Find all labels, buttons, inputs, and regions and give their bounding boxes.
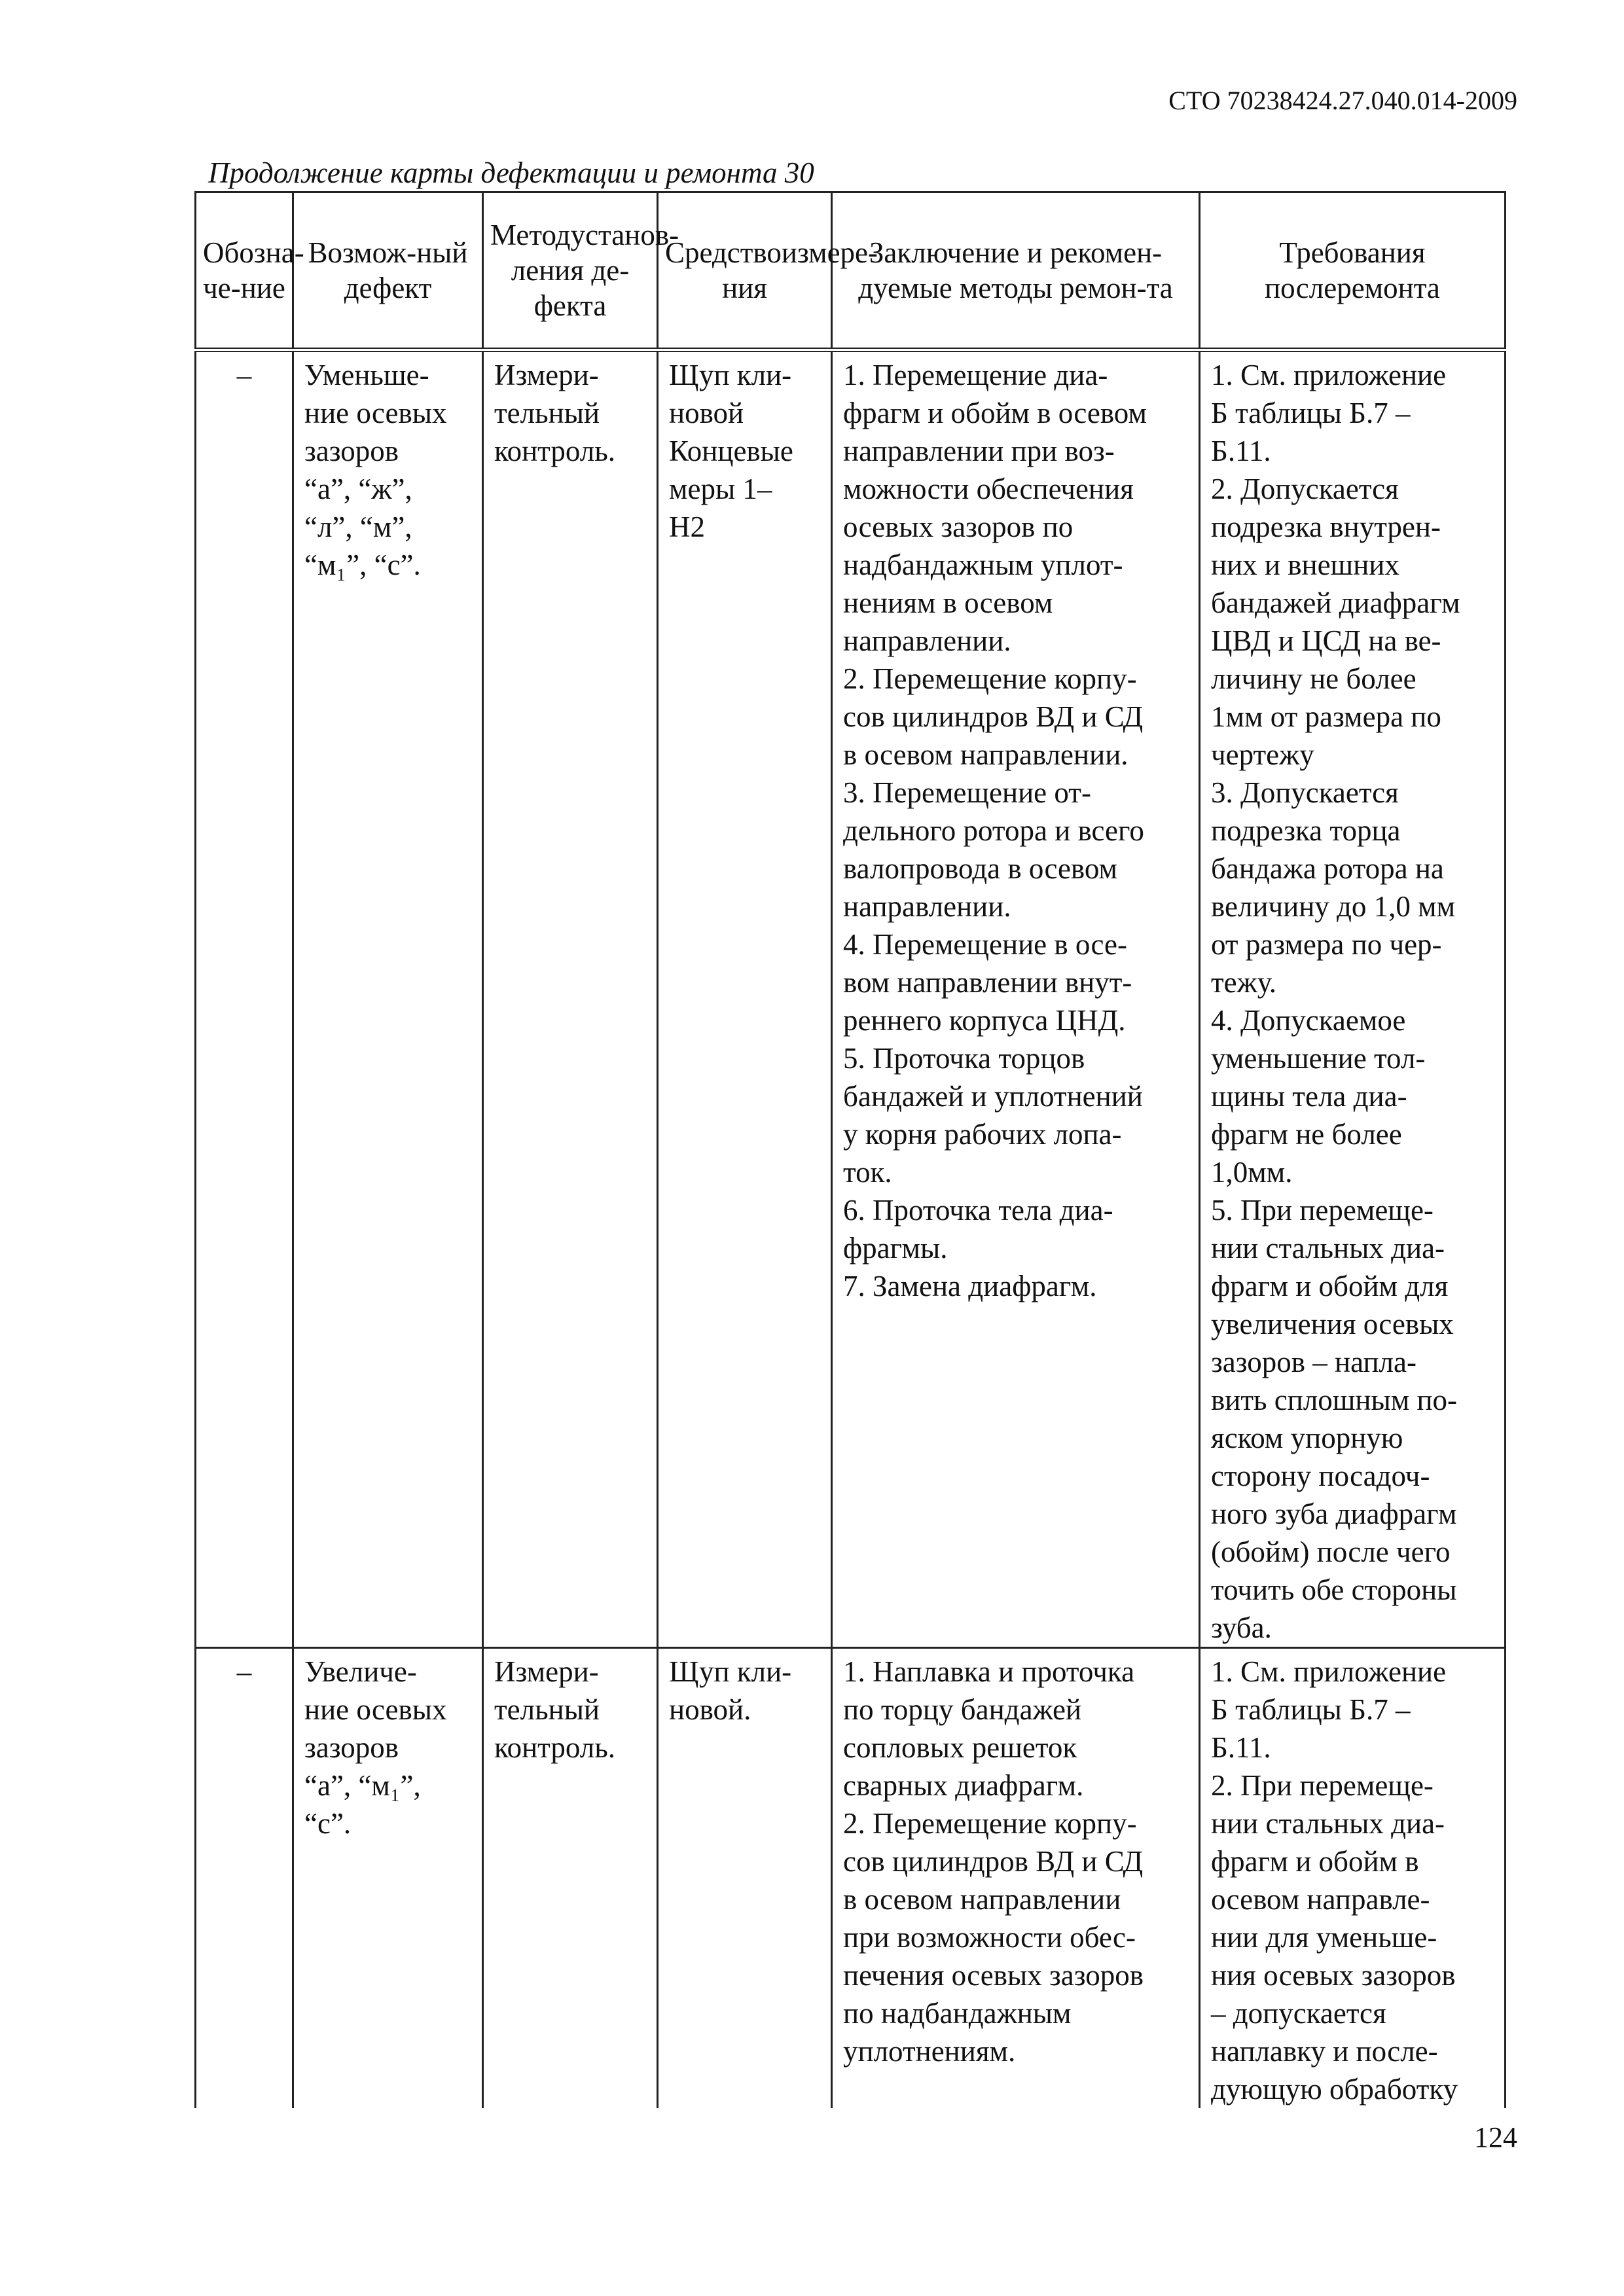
- cell-text-line: валопровода в осевом: [843, 852, 1117, 885]
- cell-text-line: 7. Замена диафрагм.: [843, 1270, 1097, 1302]
- cell-text-line: 3. Перемещение от-: [843, 776, 1091, 809]
- cell-text-line: – допускается: [1211, 1997, 1386, 2030]
- cell-text-line: Б таблицы Б.7 –: [1211, 1693, 1411, 1726]
- cell-text-line: установ-: [570, 219, 679, 251]
- cell-text-line: величину до 1,0 мм: [1211, 890, 1456, 923]
- cell-text-line: осевом направле-: [1211, 1883, 1430, 1916]
- cell-text-line: Б.11.: [1211, 435, 1271, 467]
- cell-text-line: можности обеспечения: [843, 473, 1134, 505]
- cell-text-line: “л”, “м”,: [304, 511, 412, 543]
- cell-text-line: ние осевых: [304, 397, 447, 429]
- cell-text-line: направлении.: [843, 624, 1011, 657]
- cell-text-line: ный дефект: [344, 236, 468, 304]
- cell-text-line: зазоров: [304, 1731, 399, 1764]
- cell-text-line: фрагм и обойм в осевом: [843, 397, 1147, 429]
- cell-text-line: ток.: [843, 1156, 892, 1189]
- cell-text-line: Заключение и рекомен-: [869, 236, 1163, 269]
- cell-text-line: 5. При перемеще-: [1211, 1194, 1434, 1227]
- cell-text-line: наплавку и после-: [1211, 2035, 1438, 2068]
- cell-text-line: 1мм от размера по: [1211, 700, 1441, 733]
- cell-text-line: вить сплошным по-: [1211, 1384, 1458, 1416]
- cell-text-line: яском упорную: [1211, 1422, 1403, 1454]
- cell-text-line: точить обе стороны: [1211, 1573, 1457, 1606]
- cell-method: [483, 1648, 658, 2109]
- cell-text-line: Концевые: [669, 435, 793, 467]
- cell-text-line: в осевом направлении.: [843, 738, 1128, 771]
- cell-text-line: по надбандажным: [843, 1997, 1072, 2030]
- cell-text-line: Измери-: [494, 359, 599, 391]
- cell-text-line: 1. Наплавка и проточка: [843, 1655, 1135, 1688]
- cell-text-line: Метод: [490, 219, 571, 251]
- cell-text-line: направлении при воз-: [843, 435, 1115, 467]
- cell-text-line: вом направлении внут-: [843, 966, 1132, 999]
- cell-text-line: Б таблицы Б.7 –: [1211, 397, 1411, 429]
- cell-method: [483, 350, 658, 1648]
- table-row: [196, 350, 1506, 1648]
- cell-text-line: при возможности обес-: [843, 1921, 1136, 1954]
- cell-text-line: нии стальных диа-: [1211, 1232, 1445, 1265]
- cell-text-line: бандажей диафрагм: [1211, 586, 1460, 619]
- cell-text-line: фрагм и обойм в: [1211, 1845, 1419, 1878]
- header-tool: [658, 192, 878, 350]
- cell-text-line: 2. Допускается: [1211, 473, 1399, 505]
- cell-text-line: направлении.: [843, 890, 1011, 923]
- cell-text-line: дельного ротора и всего: [843, 814, 1144, 847]
- cell-text-line: новой: [669, 397, 744, 429]
- cell-text-line: 1. См. приложение: [1211, 359, 1447, 391]
- defect-table: [194, 191, 1506, 2108]
- cell-text-line: “м₁”, “с”.: [304, 548, 421, 581]
- cell-text-line: ния: [722, 272, 767, 304]
- cell-text-line: Щуп кли-: [669, 1655, 792, 1688]
- cell-text-line: зуба.: [1211, 1611, 1272, 1644]
- cell-text-line: бандажей и уплотнений: [843, 1080, 1143, 1113]
- cell-text-line: 2. Перемещение корпу-: [843, 1807, 1137, 1840]
- cell-text-line: чертежу: [1211, 738, 1314, 771]
- cell-text-line: новой.: [669, 1693, 751, 1726]
- cell-conclusion: [832, 350, 1200, 1648]
- cell-text-line: 2. Перемещение корпу-: [843, 662, 1137, 695]
- cell-text-line: подрезка торца: [1211, 814, 1401, 847]
- header-designation: [196, 192, 304, 350]
- cell-text-line: Измери-: [494, 1655, 599, 1688]
- cell-text-line: личину не более: [1211, 662, 1416, 695]
- cell-text-line: 3. Допускается: [1211, 776, 1399, 809]
- cell-text-line: ние осевых: [304, 1693, 447, 1726]
- cell-text-line: (обойм) после чего: [1211, 1535, 1451, 1568]
- cell-text-line: Увеличе-: [304, 1655, 417, 1688]
- cell-conclusion: [832, 1648, 1200, 2109]
- cell-text-line: тельный: [494, 1693, 600, 1726]
- cell-text-line: ремонта: [1337, 272, 1440, 304]
- cell-text-line: увеличения осевых: [1211, 1308, 1454, 1340]
- cell-text-line: нии стальных диа-: [1211, 1807, 1445, 1840]
- cell-text-line: 5. Проточка торцов: [843, 1042, 1085, 1075]
- cell-text-line: контроль.: [494, 435, 616, 467]
- cell-text-line: 1. См. приложение: [1211, 1655, 1447, 1688]
- cell-text-line: уплотнениям.: [843, 2035, 1016, 2068]
- header-method: [483, 192, 679, 350]
- cell-text-line: зазоров: [304, 435, 399, 467]
- cell-text-line: дуемые методы ремон-: [858, 272, 1147, 304]
- cell-text-line: ления де-: [511, 254, 630, 287]
- cell-text-line: Б.11.: [1211, 1731, 1271, 1764]
- table-header-row: [196, 192, 1506, 350]
- cell-text-line: тежу.: [1211, 966, 1276, 999]
- cell-defect: [293, 1648, 483, 2109]
- cell-text-line: подрезка внутрен-: [1211, 511, 1441, 543]
- document-code: СТО 70238424.27.040.014-2009: [1168, 86, 1517, 115]
- cell-text-line: дующую обработку: [1211, 2073, 1458, 2106]
- cell-text-line: “а”, “м₁”,: [304, 1769, 421, 1802]
- cell-tool: [658, 350, 832, 1648]
- cell-text-line: “с”.: [304, 1807, 352, 1840]
- page-number: 124: [1474, 2121, 1517, 2153]
- cell-text-line: Н2: [669, 511, 705, 543]
- cell-text-line: ного зуба диафрагм: [1211, 1498, 1457, 1530]
- cell-text-line: зазоров – напла-: [1211, 1346, 1416, 1378]
- cell-text-line: сторону посадоч-: [1211, 1460, 1430, 1492]
- cell-text-line: фрагм и обойм для: [1211, 1270, 1449, 1302]
- cell-text-line: щины тела диа-: [1211, 1080, 1407, 1113]
- cell-text-line: ния осевых зазоров: [1211, 1959, 1456, 1992]
- cell-text-line: тельный: [494, 397, 600, 429]
- cell-text-line: 4. Перемещение в осе-: [843, 928, 1128, 961]
- cell-text-line: ЦВД и ЦСД на ве-: [1211, 624, 1441, 657]
- cell-text-line: меры 1–: [669, 473, 772, 505]
- cell-text-line: сварных диафрагм.: [843, 1769, 1084, 1802]
- cell-text-line: зна-: [253, 236, 304, 269]
- cell-text-line: “а”, “ж”,: [304, 473, 412, 505]
- cell-text-line: Обо: [203, 236, 254, 269]
- cell-text-line: че-: [203, 272, 241, 304]
- cell-text-line: сопловых решеток: [843, 1731, 1077, 1764]
- cell-text-line: у корня рабочих лопа-: [843, 1118, 1122, 1151]
- cell-requirements: [1200, 1648, 1506, 2109]
- cell-text-line: фекта: [533, 289, 607, 322]
- cell-text-line: 2. При перемеще-: [1211, 1769, 1434, 1802]
- cell-text-line: Возмож-: [308, 236, 417, 269]
- cell-text-line: надбандажным уплот-: [843, 548, 1123, 581]
- cell-text-line: в осевом направлении: [843, 1883, 1121, 1916]
- cell-text-line: нии для уменьше-: [1211, 1921, 1437, 1954]
- cell-text-line: 1. Перемещение диа-: [843, 359, 1108, 391]
- cell-text-line: от размера по чер-: [1211, 928, 1442, 961]
- cell-text-line: по торцу бандажей: [843, 1693, 1082, 1726]
- header-defect: [293, 192, 483, 350]
- cell-text-line: Щуп кли-: [669, 359, 792, 391]
- cell-tool: [658, 1648, 832, 2109]
- cell-text-line: сов цилиндров ВД и СД: [843, 700, 1144, 733]
- cell-text-line: 6. Проточка тела диа-: [843, 1194, 1113, 1227]
- cell-text-line: 4. Допускаемое: [1211, 1004, 1406, 1037]
- cell-text-line: 1,0мм.: [1211, 1156, 1293, 1189]
- cell-text-line: осевых зазоров по: [843, 511, 1074, 543]
- cell-text-line: уменьшение тол-: [1211, 1042, 1426, 1075]
- cell-text-line: сов цилиндров ВД и СД: [843, 1845, 1144, 1878]
- table-caption: Продолжение карты дефектации и ремонта 30: [208, 156, 814, 189]
- cell-defect: [293, 350, 483, 1648]
- header-requirements: [1200, 192, 1506, 350]
- cell-text-line: Требования после: [1265, 236, 1426, 304]
- cell-text-line: ние: [240, 272, 285, 304]
- cell-text-line: фрагм не более: [1211, 1118, 1402, 1151]
- cell-text-line: них и внешних: [1211, 548, 1399, 581]
- cell-text-line: та: [1146, 272, 1173, 304]
- table-row: [196, 1648, 1506, 2109]
- cell-requirements: [1200, 350, 1506, 1648]
- cell-designation: –: [196, 350, 293, 1648]
- header-conclusion: [832, 192, 1200, 350]
- cell-text-line: фрагмы.: [843, 1232, 948, 1265]
- cell-text-line: печения осевых зазоров: [843, 1959, 1144, 1992]
- cell-text-line: бандажа ротора на: [1211, 852, 1444, 885]
- cell-text-line: Средство: [665, 236, 782, 269]
- cell-designation: –: [196, 1648, 293, 2109]
- cell-text-line: нениям в осевом: [843, 586, 1053, 619]
- cell-text-line: Уменьше-: [304, 359, 429, 391]
- cell-text-line: контроль.: [494, 1731, 616, 1764]
- cell-text-line: измере-: [781, 236, 878, 269]
- cell-text-line: реннего корпуса ЦНД.: [843, 1004, 1126, 1037]
